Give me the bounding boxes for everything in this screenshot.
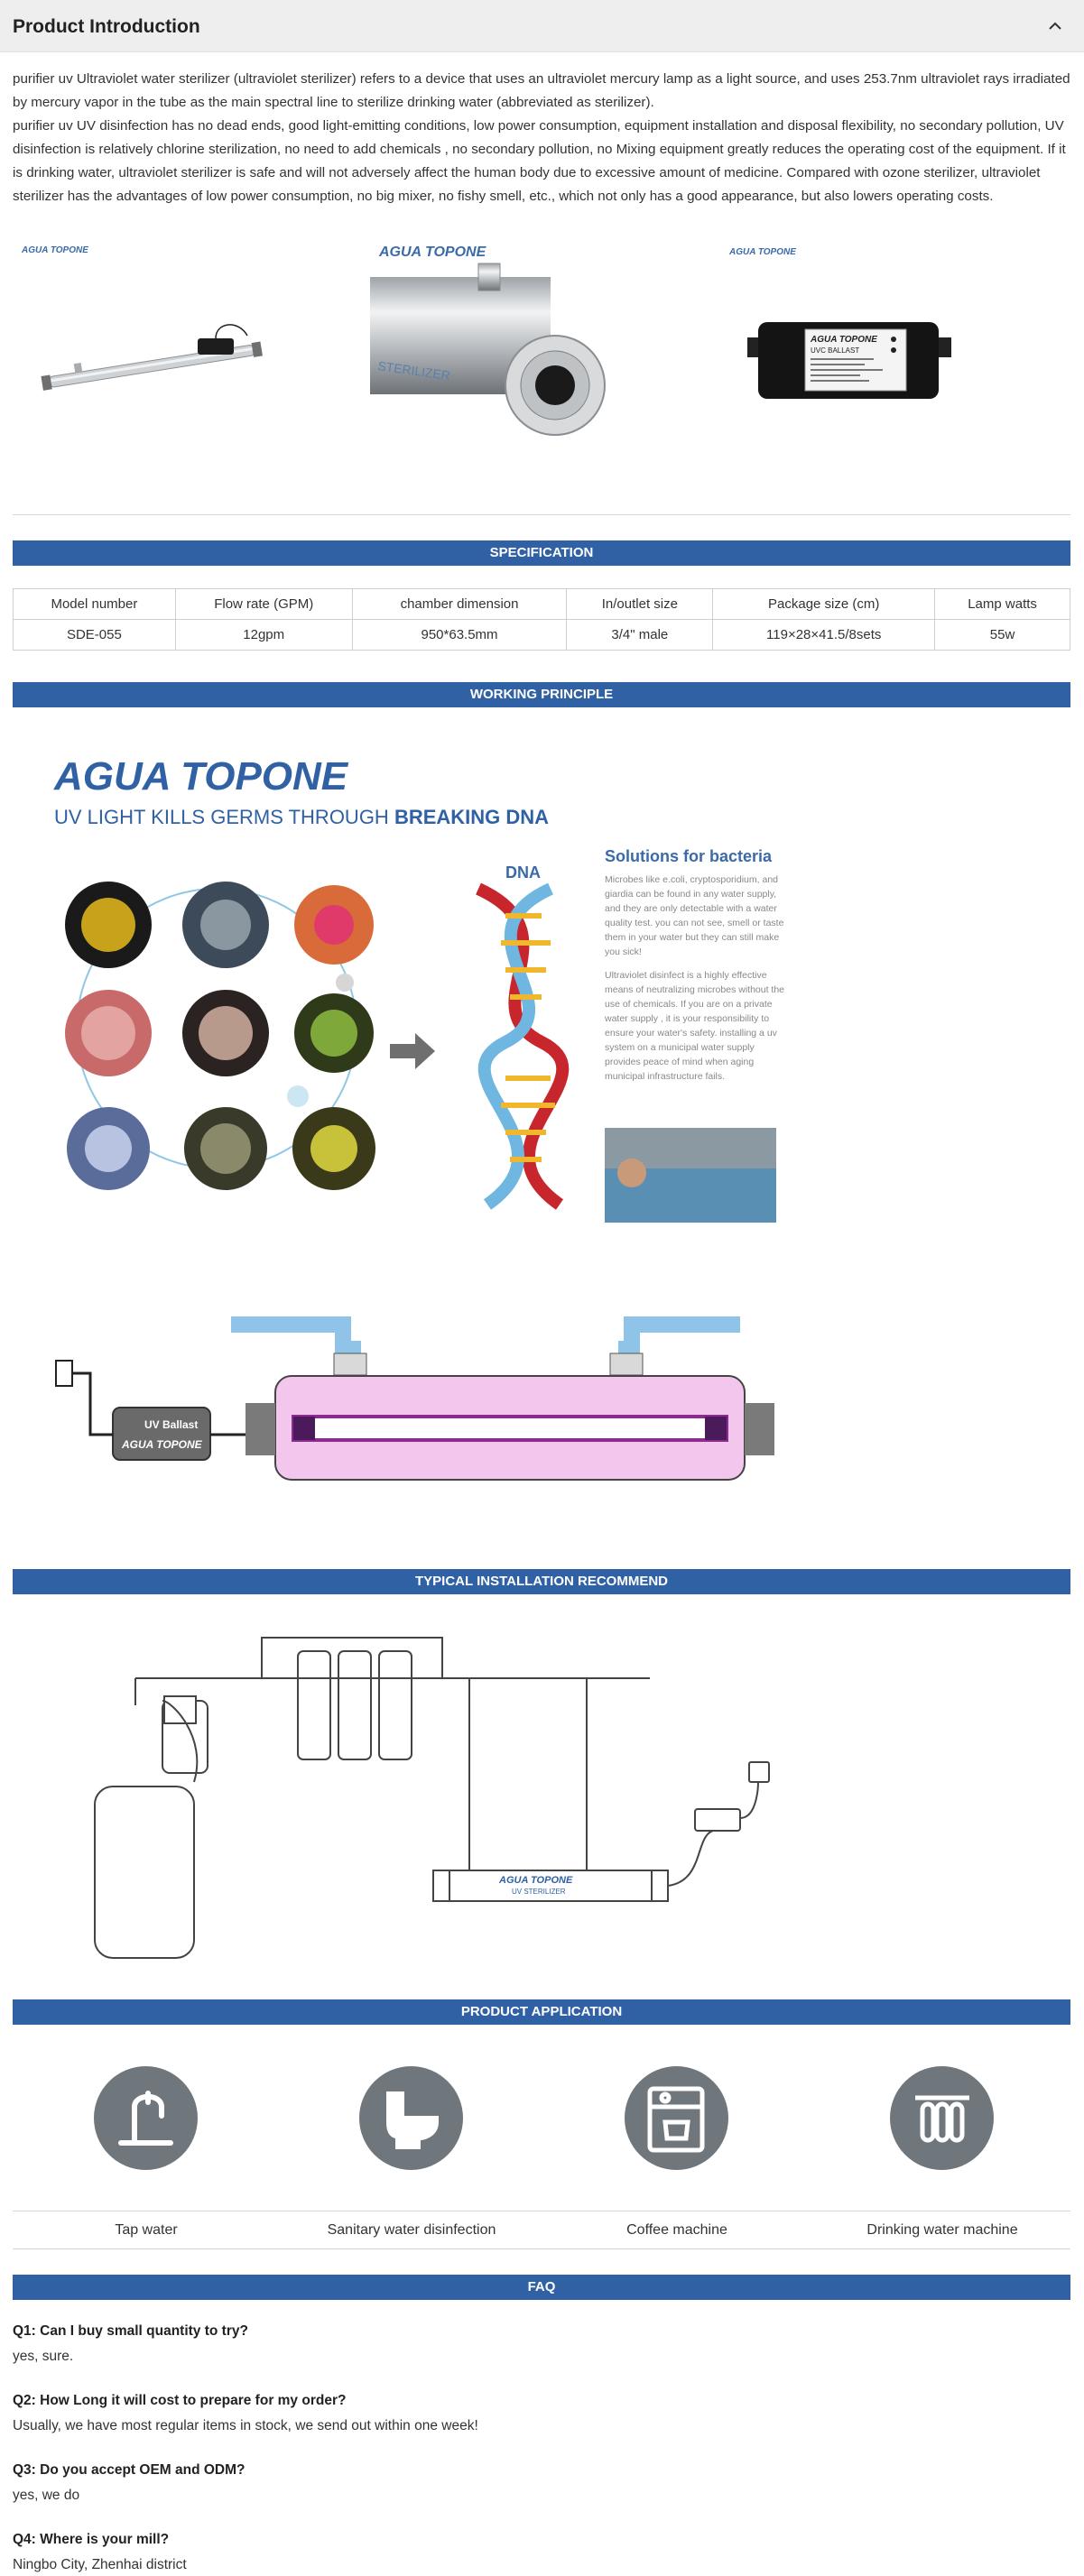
- faq-question: Q4: Where is your mill?: [13, 2532, 170, 2547]
- brand-logo: AGUA TOPONE: [22, 245, 88, 255]
- divider: [13, 2248, 1070, 2249]
- application-label: Drinking water machine: [866, 2222, 1018, 2238]
- spec-cell: 3/4" male: [567, 620, 713, 651]
- toilet-icon: [359, 2066, 463, 2170]
- spec-header-cell: chamber dimension: [352, 589, 567, 620]
- solutions-title: Solutions for bacteria: [605, 847, 773, 865]
- product-intro-header[interactable]: [0, 0, 1084, 52]
- faq-question: Q1: Can I buy small quantity to try?: [13, 2323, 248, 2339]
- svg-text:AGUA TOPONE: AGUA TOPONE: [811, 335, 877, 345]
- spec-cell: 12gpm: [175, 620, 352, 651]
- principle-brand: AGUA TOPONE: [54, 754, 348, 799]
- principle-tagline: UV LIGHT KILLS GERMS THROUGH BREAKING DNA: [54, 806, 550, 828]
- spec-table-header-row: [14, 589, 1070, 620]
- section-bar-application: PRODUCT APPLICATION: [13, 1999, 1070, 2025]
- spec-header-cell: Model number: [14, 589, 176, 620]
- section-bar-faq: FAQ: [13, 2275, 1070, 2300]
- product-image-ballast: [722, 236, 975, 453]
- application-label: Sanitary water disinfection: [327, 2222, 496, 2238]
- table-row: [14, 620, 1070, 651]
- installation-diagram: [0, 1602, 1084, 1971]
- faq-question: Q2: How Long it will cost to prepare for my order?: [13, 2393, 347, 2408]
- sterilizer-label: STERILIZER: [376, 358, 451, 383]
- svg-text:UV Ballast: UV Ballast: [144, 1418, 199, 1431]
- chevron-up-icon[interactable]: [1044, 15, 1066, 37]
- spec-cell: 950*63.5mm: [352, 620, 567, 651]
- intro-paragraph-2: purifier uv UV disinfection has no dead ends, good light-emitting conditions, low power consumption, equipment installation and disposal flexibility, no secondary pollution, UV disinfection is relatively chlorine sterilization, no need to add chemicals , no secondary pollution, no Mixing equipment greatly reduces the operating cost of the equipment. If it is drinking water, ultraviolet sterilizer is safe and will not adversely affect the human body due to excessive amount of medicine. Compared with ozone sterilizer, ultraviolet sterilizer has the advantages of low power consumption, no big mixer, no fishy smell, etc., which not only has a good appearance, but also lowers operating costs.: [13, 118, 1066, 204]
- faq-answer: yes, sure.: [13, 2349, 74, 2364]
- section-bar-specification: SPECIFICATION: [13, 540, 1070, 566]
- solutions-paragraph-1: Microbes like e.coli, cryptosporidium, and giardia can be found in any water supply, and they are only detectable with a water quality test. you can not see, smell or taste them in your water but they can still make you sick!: [605, 874, 784, 957]
- faucet-icon: [94, 2066, 198, 2170]
- water-filter-icon: [890, 2066, 994, 2170]
- svg-text:UVC BALLAST: UVC BALLAST: [811, 346, 860, 355]
- faq-item: [13, 2323, 1070, 2365]
- page-title: Product Introduction: [13, 16, 200, 37]
- product-image-sterilizer-closeup: [370, 236, 623, 453]
- brand-logo: AGUA TOPONE: [379, 245, 486, 260]
- uv-sterilizer-diagram: [56, 1325, 774, 1480]
- spec-header-cell: Lamp watts: [935, 589, 1070, 620]
- section-bar-installation: TYPICAL INSTALLATION RECOMMEND: [13, 1569, 1070, 1594]
- spec-cell: 55w: [935, 620, 1070, 651]
- faq-item: [13, 2462, 1070, 2504]
- faq-question: Q3: Do you accept OEM and ODM?: [13, 2462, 246, 2478]
- section-bar-working-principle: WORKING PRINCIPLE: [13, 682, 1070, 707]
- faq-item: [13, 2532, 1070, 2573]
- spec-cell: 119×28×41.5/8sets: [713, 620, 935, 651]
- faq-item: [13, 2393, 1070, 2434]
- spec-header-cell: Package size (cm): [713, 589, 935, 620]
- spec-header-cell: Flow rate (GPM): [175, 589, 352, 620]
- divider: [13, 514, 1070, 515]
- working-principle-illustration: [0, 717, 1084, 1547]
- svg-text:UV STERILIZER: UV STERILIZER: [512, 1888, 566, 1896]
- spec-cell: SDE-055: [14, 620, 176, 651]
- dna-label: DNA: [505, 863, 541, 882]
- faq-answer: Usually, we have most regular items in stock, we send out within one week!: [13, 2418, 478, 2433]
- svg-text:AGUA TOPONE: AGUA TOPONE: [122, 1438, 202, 1451]
- coffee-machine-icon: [625, 2066, 728, 2170]
- application-label: Tap water: [115, 2222, 178, 2238]
- application-label: Coffee machine: [626, 2222, 727, 2238]
- intro-text: [13, 68, 1070, 208]
- faq-answer: yes, we do: [13, 2488, 80, 2503]
- faq-answer: Ningbo City, Zhenhai district: [13, 2557, 187, 2572]
- spec-table: [13, 588, 1070, 651]
- brand-logo: AGUA TOPONE: [729, 247, 796, 257]
- spec-header-cell: In/outlet size: [567, 589, 713, 620]
- product-image-sterilizer-full: [13, 236, 265, 453]
- intro-paragraph-1: purifier uv Ultraviolet water sterilizer (ultraviolet sterilizer) refers to a device that uses an ultraviolet mercury lamp as a light source, and uses 253.7nm ultraviolet rays irradiated by mercury vapor in the tube as the main spectral line to sterilize drinking water (abbreviated as sterilizer).: [13, 71, 1070, 110]
- solutions-paragraph-2: Ultraviolet disinfect is a highly effective means of neutralizing microbes without the use of chemicals. If you are on a private water supply , it is your responsibility to ensure your water's safety. installing a uv system on a municipal water supply provides peace of mind when aging municipal infrastructure fails.: [605, 970, 785, 1082]
- svg-text:AGUA TOPONE: AGUA TOPONE: [499, 1875, 573, 1886]
